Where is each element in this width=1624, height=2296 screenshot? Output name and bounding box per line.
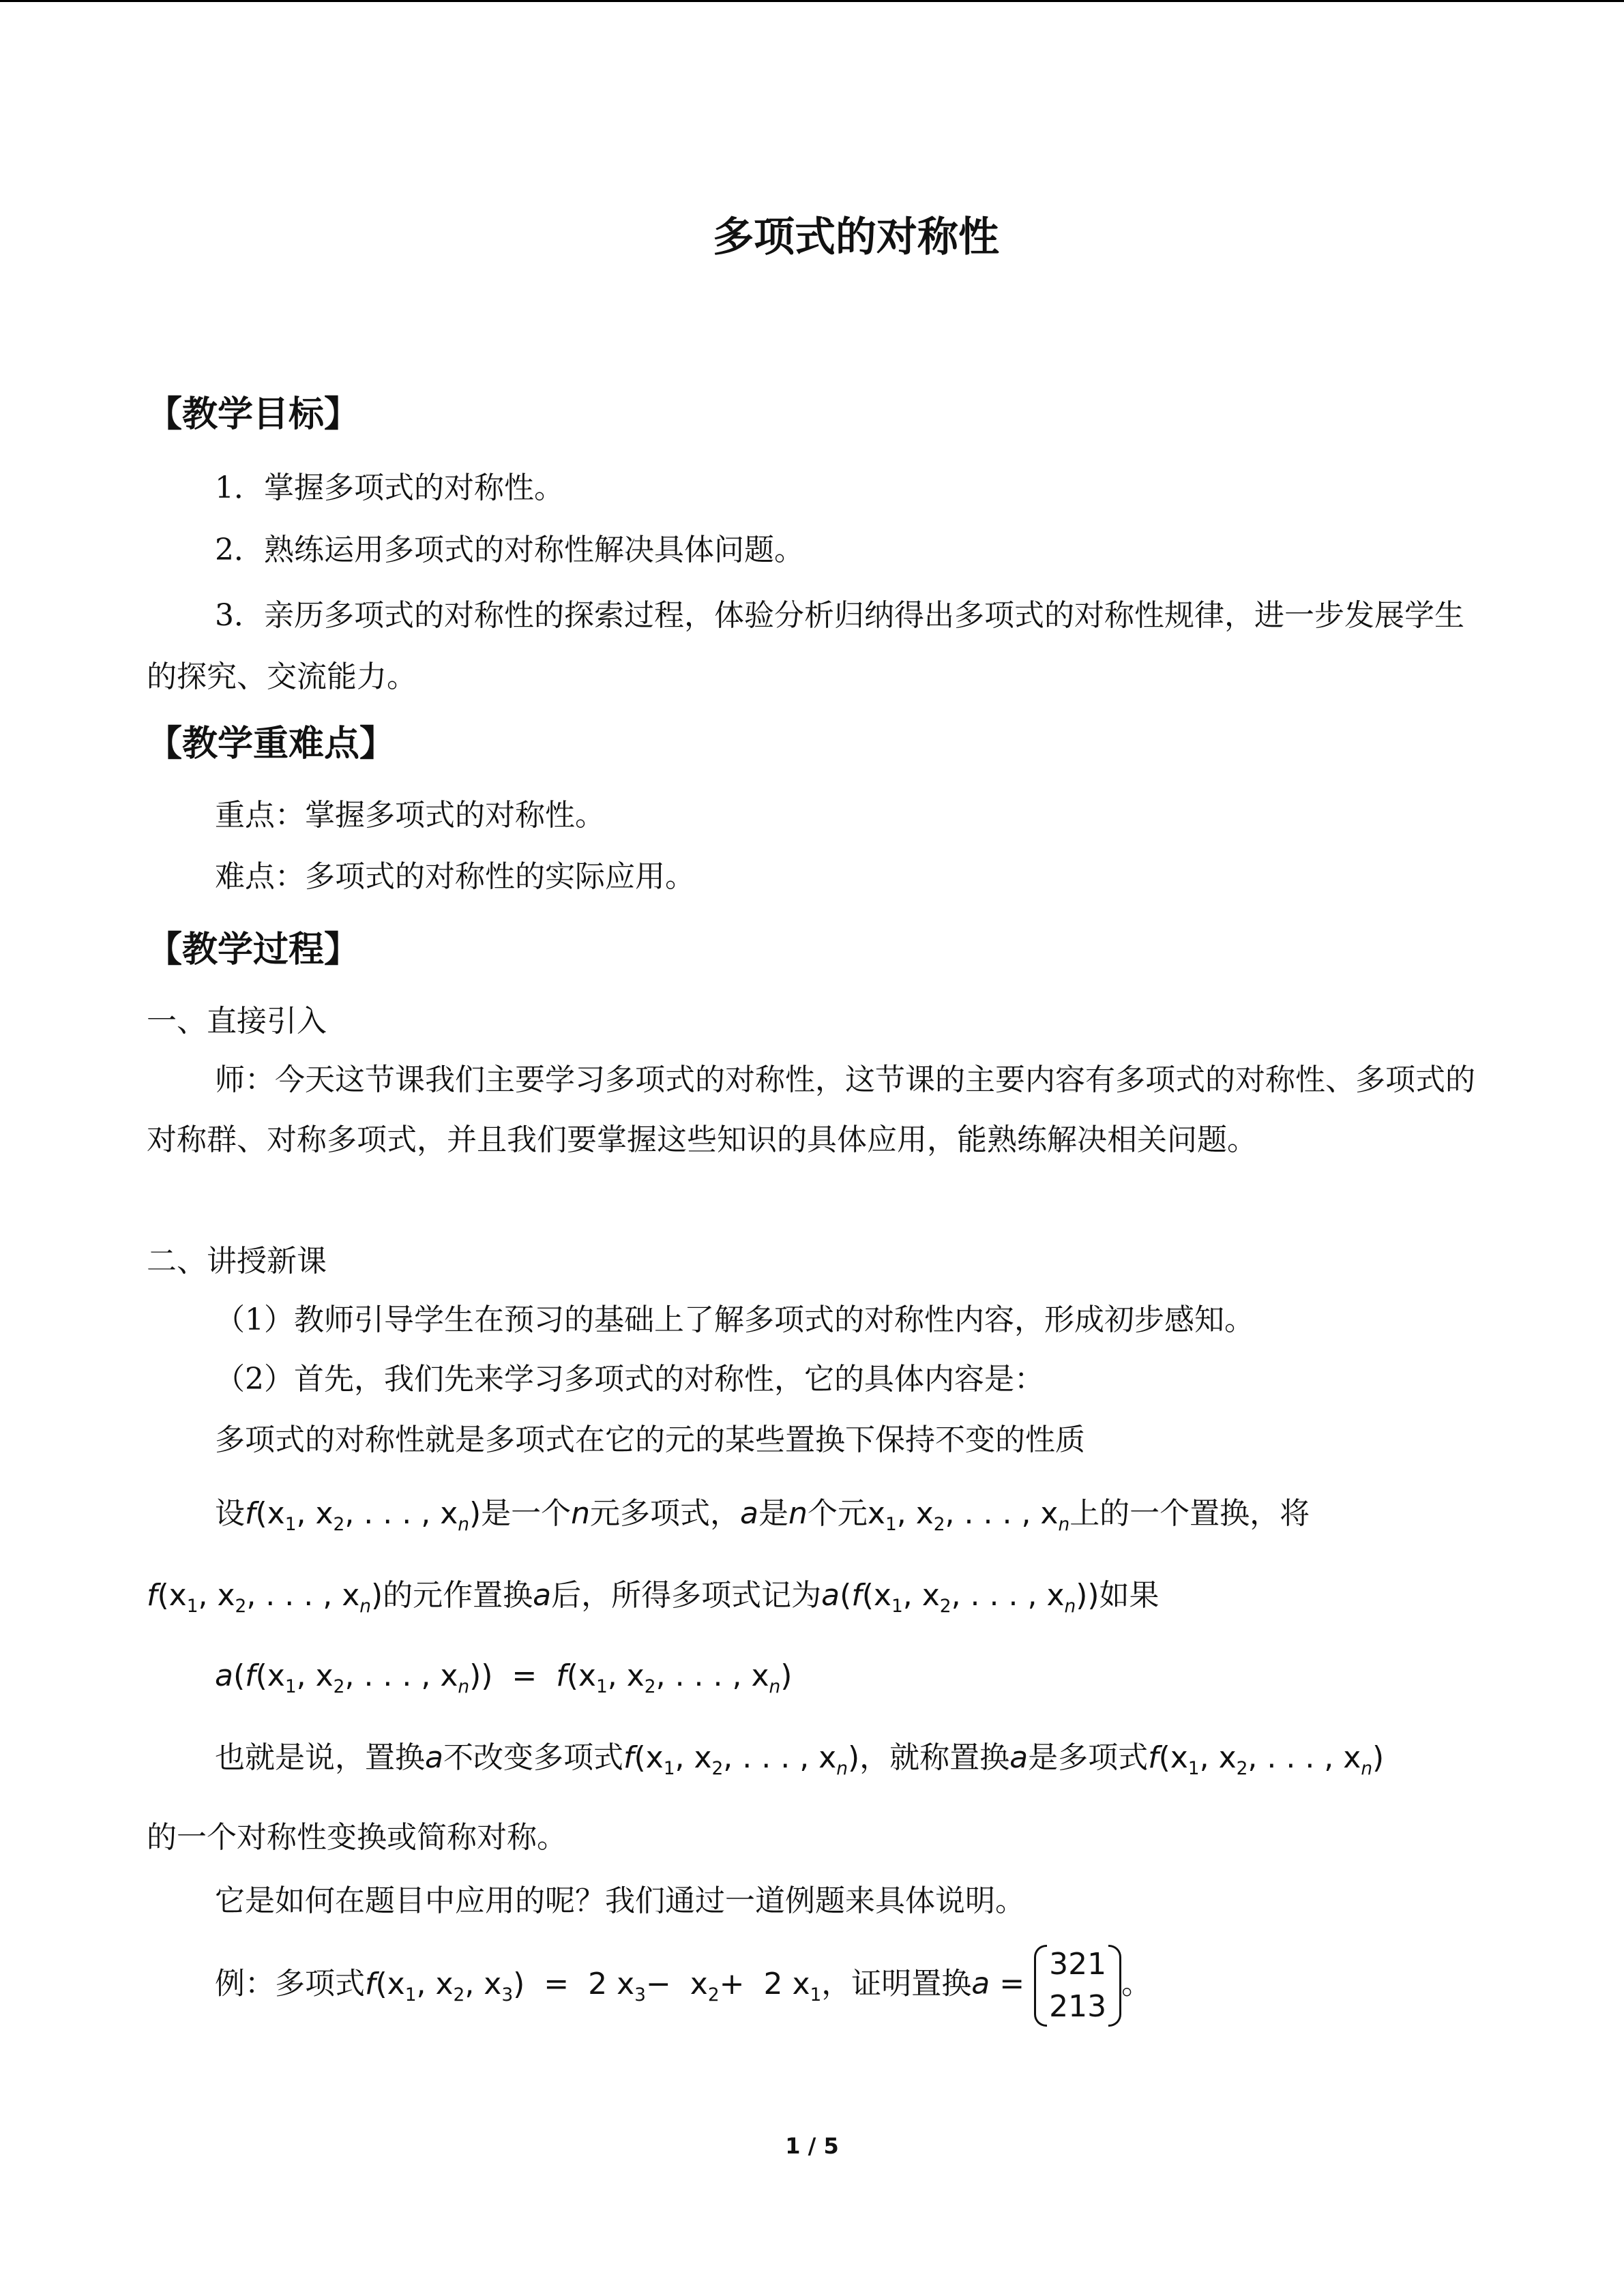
part2-step1: （1）教师引导学生在预习的基础上了解多项式的对称性内容，形成初步感知。 [215,1302,1254,1337]
objective-1: 1．掌握多项式的对称性。 [215,471,564,505]
part1-teacher-paragraph: 师：今天这节课我们主要学习多项式的对称性，这节课的主要内容有多项式的对称性、多项式的对称群、对称多项式，并且我们要掌握这些知识的具体应用，能熟练解决相关问题。 [147,1062,1475,1157]
definition-line-1: 设$f(x_1$, $x_2$, . . . , $x_n$)是一个n元多项式，a是n个元$x_1$, $x_2$, . . . , $x_n$上的一个置换，将 [215,1496,1310,1535]
example-statement: 例：多项式$f(x_1$, $x_2$, $x_3) = 2$ $x_3- x_2+ 2$ $x_1$，证明置换a = 321 213 。 [215,1943,1151,2028]
invariance-equation: $a(f(x_1$, $x_2$, . . . , $x_n)) = f(x_1$, $x_2$, . . . , $x_n$) [215,1658,793,1697]
section-heading-key-points: 【教学重难点】 [147,724,396,764]
section-heading-process: 【教学过程】 [147,929,360,970]
definition-line-2: $f(x_1$, $x_2$, . . . , $x_n$)的元作置换a后，所得多项式记为$a(f(x_1$, $x_2$, . . . , $x_n$))如果 [147,1578,1160,1617]
symmetry-statement-continued: 的一个对称性变换或简称对称。 [147,1820,567,1855]
document-title: 多项式的对称性 [713,213,999,261]
definition-sentence: 多项式的对称性就是多项式在它的元的某些置换下保持不变的性质 [215,1422,1085,1457]
key-point-difficulty: 难点：多项式的对称性的实际应用。 [215,859,695,894]
application-intro: 它是如何在题目中应用的呢？我们通过一道例题来具体说明。 [215,1883,1025,1918]
symmetry-statement: 也就是说，置换a不改变多项式$f(x_1$, $x_2$, . . . , $x_n$)，就称置换a是多项式$f(x_1$, $x_2$, . . . , $x_n$) [215,1740,1385,1779]
part2-step2: （2）首先，我们先来学习多项式的对称性，它的具体内容是： [215,1362,1044,1397]
part1-heading: 一、直接引入 [147,1004,327,1039]
objective-3: 3．亲历多项式的对称性的探索过程，体验分析归纳得出多项式的对称性规律，进一步发展学生的探究、交流能力。 [147,598,1464,694]
page-number: 1 / 5 [785,2133,839,2159]
part2-heading: 二、讲授新课 [147,1244,327,1279]
section-heading-objectives: 【教学目标】 [147,394,360,435]
permutation-matrix: 321 213 [1034,1943,1121,2028]
objective-2: 2．熟练运用多项式的对称性解决具体问题。 [215,533,804,567]
key-point-focus: 重点：掌握多项式的对称性。 [215,798,605,833]
